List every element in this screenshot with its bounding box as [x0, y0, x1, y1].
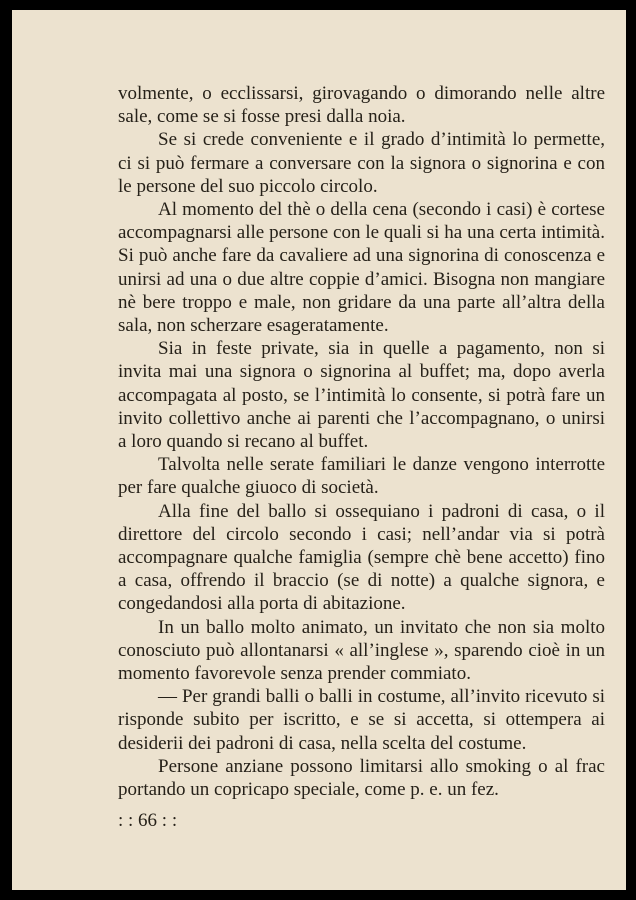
- book-page: [12, 10, 626, 890]
- paragraph: Persone anziane possono limitarsi allo smoking o al frac portando un copricapo speciale, come p. e. un fez.: [118, 755, 605, 801]
- paragraph: In un ballo molto animato, un invitato che non sia molto conosciuto può allontanarsi « all’inglese », sparendo cioè in un momento favorevole senza prender commiato.: [118, 616, 605, 685]
- body-text: [118, 82, 605, 801]
- paragraph: Talvolta nelle serate familiari le danze vengono interrotte per fare qualche giuoco di società.: [118, 454, 605, 499]
- paragraph: Al momento del thè o della cena (secondo i casi) è cortese accompagnarsi alle persone con le quali si ha una certa intimità. Si può anche fare da cavaliere ad una signorina di conoscenza e unirsi ad una o due altre coppie d’amici. Bisogna non mangiare nè bere troppo e male, non gridare da una parte all’altra della sala, non scherzare esageratamente.: [118, 199, 605, 337]
- paragraph: Alla fine del ballo si ossequiano i padroni di casa, o il direttore del circolo secondo i casi; nell’andar via si potrà accompagnare qualche famiglia (sempre chè bene accetto) fino a casa, offrendo il braccio (se di notte) a qualche signora, e congedandosi alla porta di abitazione.: [118, 500, 605, 615]
- paragraph: volmente, o ecclissarsi, girovagando o dimorando nelle altre sale, come se si fosse presi dalla noia.: [118, 83, 605, 128]
- paragraph: Se si crede conveniente e il grado d’intimità lo permette, ci si può fermare a conversare con la signora o signorina e con le persone del suo piccolo circolo.: [118, 129, 605, 197]
- page-number: : : 66 : :: [118, 810, 178, 831]
- paragraph: Sia in feste private, sia in quelle a pagamento, non si invita mai una signora o signorina al buffet; ma, dopo averla accompagata al posto, se l’intimità lo consente, si potrà fare un invito collettivo anche ai parenti che l’accompagnano, o unirsi a loro quando si recano al buffet.: [118, 338, 605, 453]
- paragraph: — Per grandi balli o balli in costume, all’invito ricevuto si risponde subito per iscritto, e se si accetta, si ottempera ai desiderii dei padroni di casa, nella scelta del costume.: [118, 686, 605, 754]
